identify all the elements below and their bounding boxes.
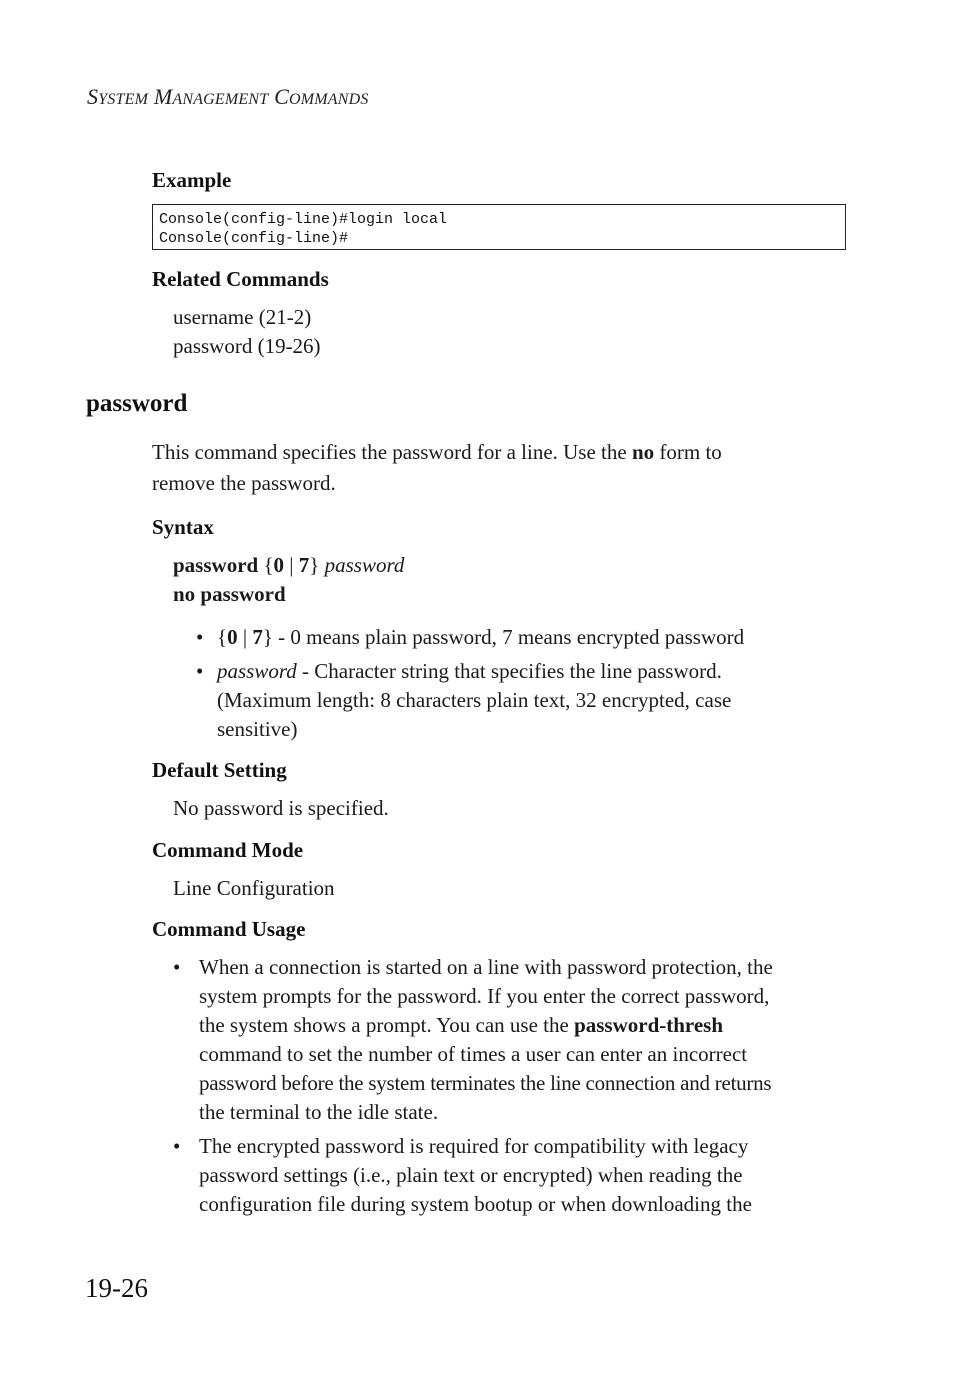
bullet-icon: • [173,955,181,979]
bullet-icon: • [173,1134,181,1158]
command-usage-heading: Command Usage [152,917,306,941]
list-item: • The encrypted password is required for compatibility with legacy password settings (i.e., plain text or encrypted) when reading the configuration file during system bootup or when downloading the [173,1134,752,1216]
intro-paragraph-line: remove the password. [152,471,336,495]
related-commands-heading: Related Commands [152,267,329,291]
default-setting-heading: Default Setting [152,758,287,782]
syntax-heading: Syntax [152,515,214,539]
bullet-icon: • [196,625,204,649]
related-command-item: username (21-2) [173,305,312,329]
related-command-item: password (19-26) [173,334,321,358]
running-head: SYSTEM MANAGEMENT COMMANDS [87,84,369,109]
list-item: • {0 | 7} - 0 means plain password, 7 means encrypted password [196,623,836,652]
code-line: Console(config-line)# [159,230,349,247]
syntax-line: password {0 | 7} password [173,553,405,577]
example-heading: Example [152,168,232,192]
code-line: Console(config-line)#login local [159,211,448,228]
default-setting-text: No password is specified. [173,796,389,820]
command-mode-heading: Command Mode [152,838,304,862]
list-item: • When a connection is started on a line with password protection, the system prompts for the password. If you enter the correct password, the system shows a prompt. You can use the password-thresh command to set the number of times a user can enter an incorrect password before the system terminates the line connection and returns the terminal to the idle state. [173,955,773,1124]
section-title: password [86,390,188,417]
list-item: • password - Character string that specifies the line password. (Maximum length: 8 characters plain text, 32 encrypted, case sensitive) [196,659,732,741]
syntax-line: no password [173,582,286,606]
command-mode-text: Line Configuration [173,876,335,900]
intro-paragraph-line: This command specifies the password for a line. Use the no form to [152,440,722,464]
page-number: 19-26 [85,1273,148,1303]
code-example-box [152,204,846,250]
bullet-icon: • [196,659,204,683]
